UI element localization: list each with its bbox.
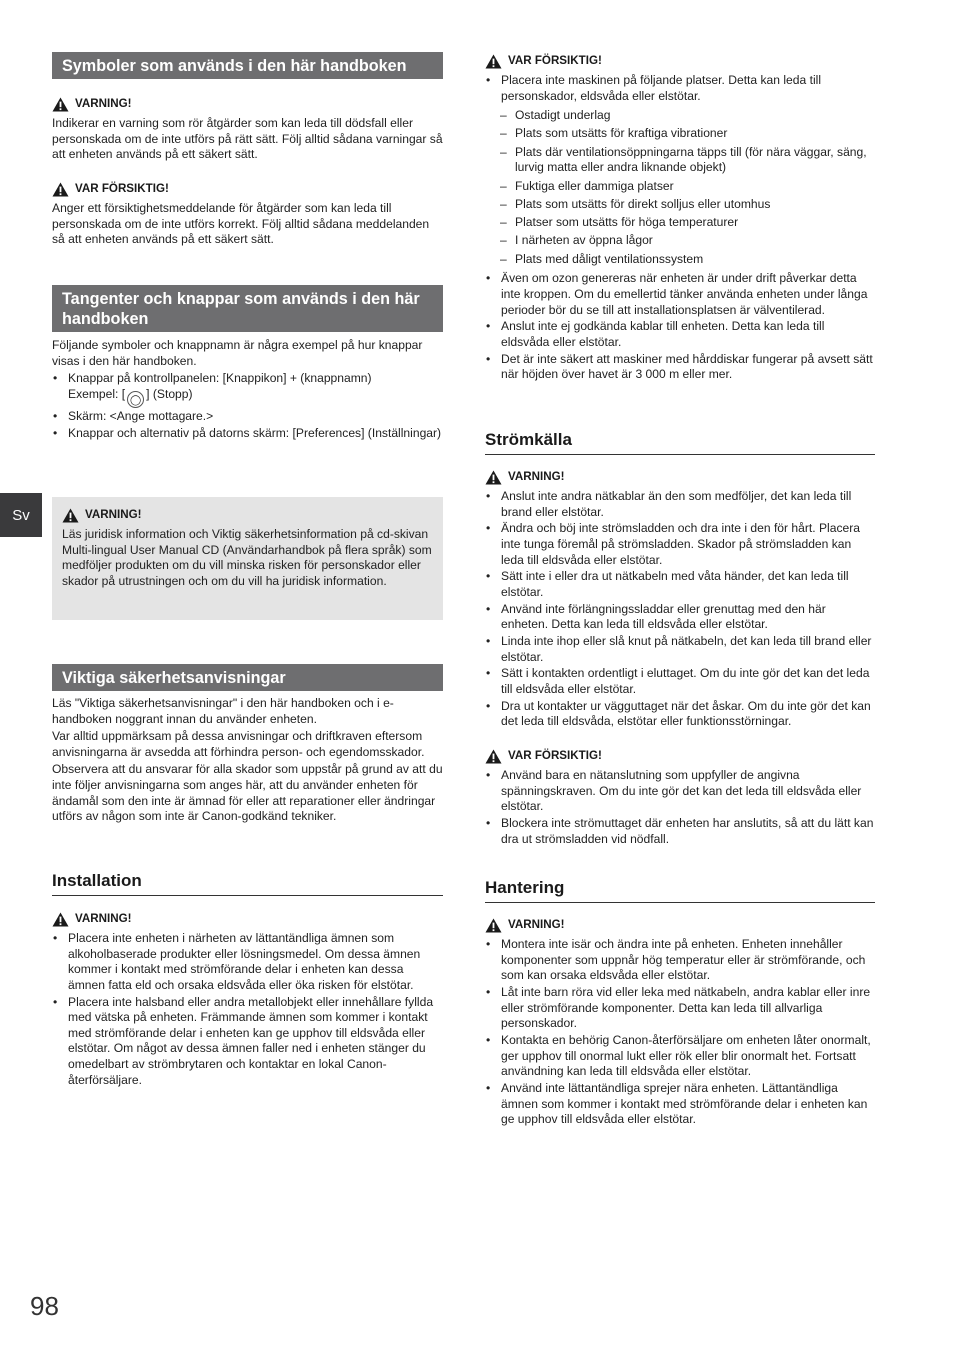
location-list	[485, 73, 875, 104]
sub-list-item: – Plats där ventilationsöppningarna täpps till (för nära väggar, säng, lurvig matta eller andra liknande objekt)	[485, 145, 875, 176]
safety-paragraph: Läs "Viktiga säkerhetsanvisningar" i den här handboken och i e-handboken noggrant innan du använder enheten.	[52, 696, 394, 726]
warning-triangle-icon	[52, 182, 69, 197]
power-warning-list	[485, 489, 875, 730]
list-item: • Dra ut kontakter ur vägguttaget när det åskar. Om du inte gör det kan det leda till eldsvåda, elstötar eller funktionsstörningar.	[485, 699, 875, 730]
safety-paragraph: Var alltid uppmärksam på dessa anvisningar och driftkraven eftersom anvisningarna är avsedda att förhindra person- och egendomsskador.	[52, 729, 425, 759]
installation-content	[52, 911, 443, 1089]
language-tab: Sv	[0, 493, 42, 537]
warning-label: VARNING!	[75, 97, 132, 110]
safety-paragraph: Observera att du ansvarar för alla skador som uppstår på grund av att du inte följer anvisningarna som anges här, att du använder enheten för ändamål som den inte är ämnad för eller att reparationer eller ändringar utförs av någon som inte är Canon-godkänd tekniker.	[52, 762, 443, 824]
caution-description: Anger ett försiktighetsmeddelande för åtgärder som kan leda till personskada om de inte utförs korrekt. Följ alltid sådana meddelanden så att enheten används på ett säkert sätt.	[52, 201, 430, 247]
power-warning-block	[485, 469, 875, 731]
power-caution-list	[485, 768, 875, 847]
installation-list	[52, 931, 443, 1088]
list-item: • Använd inte lättantändliga sprejer nära enheten. Lättantändliga ämnen som kommer i kontakt med strömförande delar i enheten kan ge upphov till eldsvåda eller elstötar.	[485, 1081, 875, 1128]
note-warning-label: VARNING!	[85, 508, 142, 521]
list-item: • Även om ozon genereras när enheten är under drift påverkar detta inte kroppen. Om du emellertid tänker använda enheten under långa perioder bör du se till att installationsplatsen är välventilerad.	[485, 271, 875, 318]
keys-example-prefix: Exempel: [	[68, 386, 126, 401]
symbols-caution-block	[52, 181, 443, 248]
list-item: • Linda inte ihop eller slå knut på nätkabeln, det kan leda till brand eller elstötar.	[485, 634, 875, 665]
warning-heading	[485, 917, 875, 933]
caution-heading	[485, 748, 875, 764]
list-item: • Montera inte isär och ändra inte på enheten. Enheten innehåller komponenter som uppnår hög temperatur eller är strömförande, och som kan orsaka eldsvåda eller elstötar.	[485, 937, 875, 984]
power-caution-block	[485, 748, 875, 848]
caution-heading	[485, 53, 875, 69]
list-item: • Anslut inte ej godkända kablar till enheten. Detta kan leda till eldsvåda eller elstötar.	[485, 319, 875, 350]
note-warning-heading	[62, 507, 433, 523]
list-item: • Använd inte förlängningssladdar eller grenuttag med den här enheten. Detta kan leda till eldsvåda eller elstötar.	[485, 602, 875, 633]
warning-description: Indikerar en varning som rör åtgärder som kan leda till dödsfall eller personskada om de inte utförs på rätt sätt. Följ alltid sådana varningar så att enheten används på ett säkert sätt.	[52, 116, 443, 162]
warning-label: VARNING!	[508, 918, 565, 931]
sub-list-item: – Plats som utsätts för kraftiga vibrationer	[485, 126, 875, 142]
warning-triangle-icon	[52, 912, 69, 927]
list-item: • Låt inte barn röra vid eller leka med nätkabeln, andra kablar eller inre eller strömförande komponenter. Detta kan leda till allvarliga personskador.	[485, 985, 875, 1032]
caution-label: VAR FÖRSIKTIG!	[508, 749, 602, 762]
symbols-warning-block	[52, 96, 443, 163]
warning-triangle-icon	[52, 97, 69, 112]
keys-list	[52, 371, 443, 441]
stop-button-icon: ◯	[127, 391, 144, 408]
warning-triangle-icon	[62, 508, 79, 523]
sub-list-item: – Platser som utsätts för höga temperaturer	[485, 215, 875, 231]
section-heading-safety: Viktiga säkerhetsanvisningar	[52, 664, 443, 691]
warning-triangle-icon	[485, 54, 502, 69]
list-item: • Kontakta en behörig Canon-återförsäljare om enheten låter onormalt, ger upphov till onormal lukt eller rök eller blir onormalt het. Fortsatt användning kan leda till eldsvåda eller elstötar.	[485, 1033, 875, 1080]
sub-list-item: – Plats med dåligt ventilationssystem	[485, 252, 875, 268]
caution-heading	[52, 181, 443, 197]
sub-list-item: – Fuktiga eller dammiga platser	[485, 179, 875, 195]
section-heading-power: Strömkälla	[485, 430, 875, 455]
handling-warning-block	[485, 917, 875, 1129]
keys-content	[52, 338, 443, 443]
warning-heading	[485, 469, 875, 485]
warning-triangle-icon	[485, 470, 502, 485]
caution-label: VAR FÖRSIKTIG!	[75, 182, 169, 195]
sub-list-item: – Plats som utsätts för direkt solljus eller utomhus	[485, 197, 875, 213]
handling-list	[485, 937, 875, 1128]
list-item: • Sätt i kontakten ordentligt i eluttaget. Om du inte gör det kan det leda till eldsvåda eller elstötar.	[485, 666, 875, 697]
keys-intro: Följande symboler och knappnamn är några exempel på hur knappar visas i den här handboken.	[52, 338, 423, 368]
section-heading-installation: Installation	[52, 871, 443, 896]
list-item: • Ändra och böj inte strömsladden och dra inte i den för hårt. Placera inte tunga föremål på strömsladden. Skador på strömsladden kan leda till eldsvåda eller elstötar.	[485, 521, 875, 568]
warning-label: VARNING!	[75, 912, 132, 925]
list-item: • Placera inte halsband eller andra metallobjekt eller innehållare fyllda med vätska på enheten. Främmande ämnen som kommer i kontakt med strömförande delar i enheten kan ge upphov till eldsvåda eller elstötar. Om något av dessa ämnen faller ned i enheten stänger du omedelbart av strömbrytaren och kontaktar en lokal Canon-återförsäljare.	[52, 995, 443, 1089]
warning-label: VARNING!	[508, 470, 565, 483]
sub-list-item: – Ostadigt underlag	[485, 108, 875, 124]
safety-content	[52, 696, 443, 825]
warning-triangle-icon	[485, 749, 502, 764]
list-item: • Sätt inte i eller dra ut nätkabeln med våta händer, det kan leda till elstötar.	[485, 569, 875, 600]
list-item: • Knappar och alternativ på datorns skärm: [Preferences] (Inställningar)	[52, 426, 443, 442]
list-item: • Placera inte enheten i närheten av lättantändliga ämnen som alkoholbaserade produkter eller lösningsmedel. Om dessa ämnen kommer i kontakt med strömförande delar i enheten kan dessa ämnen fatta eld och orsaka eldsvåda eller öka risken för elstötar.	[52, 931, 443, 993]
page-number: 98	[30, 1291, 59, 1321]
list-item-text: Placera inte maskinen på följande platser. Detta kan leda till personskador, eldsvåda eller elstötar.	[501, 73, 821, 103]
location-caution-block	[485, 53, 875, 384]
list-item: • Blockera inte strömuttaget där enheten har anslutits, så att du lätt kan dra ut strömsladden vid nödfall.	[485, 816, 875, 847]
location-sublist	[485, 108, 875, 267]
warning-heading	[52, 96, 443, 112]
sub-list-item: – I närheten av öppna lågor	[485, 233, 875, 249]
list-item	[485, 73, 875, 104]
list-item: • Det är inte säkert att maskiner med hårddiskar fungerar på avsett sätt när höjden över havet är 3 000 m eller mer.	[485, 352, 875, 383]
note-text: Läs juridisk information och Viktig säkerhetsinformation på cd-skivan Multi-lingual User Manual CD (Användarhandbok på flera språk) som medföljer produkten om du vill minska risken för personskador eller skador på utrustningen och om du vill ha juridisk information.	[62, 527, 432, 588]
warning-triangle-icon	[485, 918, 502, 933]
list-item	[52, 371, 443, 408]
location-list-more	[485, 271, 875, 383]
keys-example-suffix: ] (Stopp)	[146, 386, 193, 401]
list-item: • Anslut inte andra nätkablar än den som medföljer, det kan leda till brand eller elstötar.	[485, 489, 875, 520]
keys-item-text: Knappar på kontrollpanelen: [Knappikon] + (knappnamn)	[68, 371, 372, 386]
warning-heading	[52, 911, 443, 927]
section-heading-symbols: Symboler som används i den här handboken	[52, 52, 443, 79]
list-item: • Använd bara en nätanslutning som uppfyller de angivna spänningskraven. Om du inte gör det kan det leda till eldsvåda eller elstötar.	[485, 768, 875, 815]
section-heading-handling: Hantering	[485, 878, 875, 903]
list-item: • Skärm: <Ange mottagare.>	[52, 409, 443, 425]
legal-info-note-box	[52, 497, 443, 620]
caution-label: VAR FÖRSIKTIG!	[508, 54, 602, 67]
section-heading-keys: Tangenter och knappar som används i den här handboken	[52, 285, 443, 332]
